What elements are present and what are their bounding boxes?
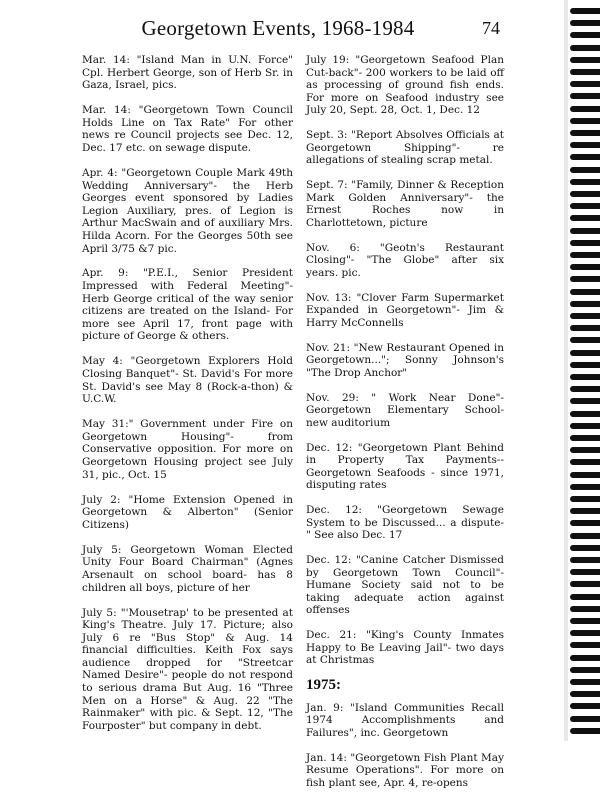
binding-coil	[570, 20, 600, 26]
list-item: Dec. 12: "Canine Catcher Dismissed by Georgetown Town Council"- Humane Society said not to be taking adequate action against offenses	[306, 554, 504, 617]
binding-coil	[570, 57, 600, 63]
list-item: Sept. 7: "Family, Dinner & Reception Mark Golden Anniversary"- the Ernest Roches now in Charlottetown, picture	[306, 179, 504, 229]
binding-coil	[570, 581, 600, 587]
binding-coil	[570, 703, 600, 709]
binding-coil	[570, 289, 600, 295]
binding-coil	[570, 667, 600, 673]
binding-coil	[570, 69, 600, 75]
binding-coil	[570, 411, 600, 417]
list-item: Nov. 29: " Work Near Done"- Georgetown Elementary School- new auditorium	[306, 391, 504, 429]
binding-coil	[570, 179, 600, 185]
binding-coil	[570, 557, 600, 563]
binding-coil	[570, 679, 600, 685]
list-item: Dec. 21: "King's County Inmates Happy to Be Leaving Jail"- two days at Christmas	[306, 629, 504, 667]
binding-coil	[570, 545, 600, 551]
binding-coil	[570, 533, 600, 539]
right-column	[306, 54, 504, 802]
binding-coil	[570, 130, 600, 136]
binding-coil	[570, 191, 600, 197]
binding-coil	[570, 606, 600, 612]
list-item: Dec. 12: "Georgetown Sewage System to be Discussed... a dispute- " See also Dec. 17	[306, 504, 504, 542]
binding-coil	[570, 520, 600, 526]
binding-coil	[570, 642, 600, 648]
binding-coil	[570, 301, 600, 307]
binding-coil	[570, 484, 600, 490]
binding-coil	[570, 228, 600, 234]
list-item: Apr. 4: "Georgetown Couple Mark 49th Wedding Anniversary"- the Herb Georges event sponsored by Ladies Legion Auxiliary, pres. of Legion is Arthur MacSwain and of auxiliary Mrs. Hilda Acorn. For the Georges 50th see April 3/75 &7 pic.	[82, 166, 293, 255]
binding-coil	[570, 398, 600, 404]
list-item: Jan. 14: "Georgetown Fish Plant May Resume Operations". For more on fish plant see, Apr. 4, re-opens	[306, 751, 504, 789]
binding-coil	[570, 362, 600, 368]
binding-coil	[570, 167, 600, 173]
binding-coil	[570, 93, 600, 99]
binding-coil	[570, 252, 600, 258]
binding-coil	[570, 325, 600, 331]
list-item: May 4: "Georgetown Explorers Hold Closing Banquet"- St. David's For more St. David's see May 8 (Rock-a-thon) & U.C.W.	[82, 355, 293, 406]
binding-coil	[570, 569, 600, 575]
list-item: Sept. 3: "Report Absolves Officials at Georgetown Shipping"- re allegations of stealing scrap metal.	[306, 129, 504, 167]
list-item: July 5: "'Mousetrap' to be presented at King's Theatre. July 17. Picture; also July 6 re "Bus Stop" & Aug. 14 financial difficulties. Keith Fox says audience dropped for "Streetcar Named Desire"- people do not respond to serious drama But Aug. 16 "Three Men on a Horse" & Aug. 22 "The Rainmaker" with pic. & Sept. 12, "The Fourposter" but company in debt.	[82, 606, 293, 732]
list-item: Nov. 21: "New Restaurant Opened in Georgetown..."; Sonny Johnson's "The Drop Anchor"	[306, 341, 504, 379]
list-item: Mar. 14: "Island Man in U.N. Force" Cpl. Herbert George, son of Herb Sr. in Gaza, Israel, pics.	[82, 54, 293, 92]
year-heading: 1975:	[306, 677, 341, 694]
binding-coil	[570, 32, 600, 38]
binding-coil	[570, 203, 600, 209]
binding-coil	[570, 106, 600, 112]
binding-coil	[570, 337, 600, 343]
binding-coil	[570, 350, 600, 356]
list-item: May 31:" Government under Fire on Georgetown Housing"- from Conservative opposition. For more on Georgetown Housing project see July 31, pic., Oct. 15	[82, 418, 293, 481]
binding-coil	[570, 728, 600, 734]
list-item: Mar. 14: "Georgetown Town Council Holds Line on Tax Rate" For other news re Council projects see Dec. 12, Dec. 17 etc. on sewage dispute.	[82, 104, 293, 154]
left-column	[82, 54, 293, 745]
binding-coil	[570, 447, 600, 453]
binding-coil	[570, 716, 600, 722]
binding-coil	[570, 472, 600, 478]
binding-coil	[570, 508, 600, 514]
binding-coil	[570, 435, 600, 441]
binding-coil	[570, 374, 600, 380]
binding-coil	[570, 81, 600, 87]
binding-coil	[570, 276, 600, 282]
page-title: Georgetown Events, 1968-1984	[141, 16, 415, 40]
list-item: Nov. 6: "Geotn's Restaurant Closing"- "The Globe" after six years. pic.	[306, 241, 504, 279]
page-number: 74	[482, 18, 500, 38]
list-item: Jan. 9: "Island Communities Recall 1974 Accomplishments and Failures", inc. Georgetown	[306, 701, 504, 739]
binding-coil	[570, 313, 600, 319]
binding-coil	[570, 691, 600, 697]
list-item: July 2: "Home Extension Opened in Georgetown & Alberton" (Senior Citizens)	[82, 493, 293, 531]
binding-coil	[570, 215, 600, 221]
binding-coil	[570, 594, 600, 600]
binding-coil	[570, 630, 600, 636]
list-item: Nov. 13: "Clover Farm Supermarket Expanded in Georgetown"- Jim & Harry McConnells	[306, 291, 504, 329]
binding-coil	[570, 423, 600, 429]
list-item: Apr. 9: "P.E.I., Senior President Impressed with Federal Meeting"- Herb George critical of the way senior citizens are treated on the Island- For more see April 17, front page with picture of George & others.	[82, 267, 293, 343]
binding-coil	[570, 496, 600, 502]
binding-coil	[570, 264, 600, 270]
binding-edge	[564, 0, 568, 741]
binding-coil	[570, 8, 600, 14]
binding-coil	[570, 240, 600, 246]
binding-coil	[570, 142, 600, 148]
binding-coil	[570, 45, 600, 51]
binding-coil	[570, 655, 600, 661]
list-item: July 19: "Georgetown Seafood Plan Cut-back"- 200 workers to be laid off as processing of ground fish ends. For more on Seafood industry see July 20, Sept. 28, Oct. 1, Dec. 12	[306, 54, 504, 117]
binding-coil	[570, 459, 600, 465]
binding-coil	[570, 118, 600, 124]
binding-coil	[570, 386, 600, 392]
list-item: July 5: Georgetown Woman Elected Unity Four Board Chairman" (Agnes Arsenault on school board- has 8 children all boys, picture of her	[82, 543, 293, 594]
binding-coil	[570, 154, 600, 160]
binding-coil	[570, 618, 600, 624]
spiral-binding	[564, 0, 600, 741]
list-item: Dec. 12: "Georgetown Plant Behind in Property Tax Payments-- Georgetown Seafoods - since 1971, disputing rates	[306, 441, 504, 492]
